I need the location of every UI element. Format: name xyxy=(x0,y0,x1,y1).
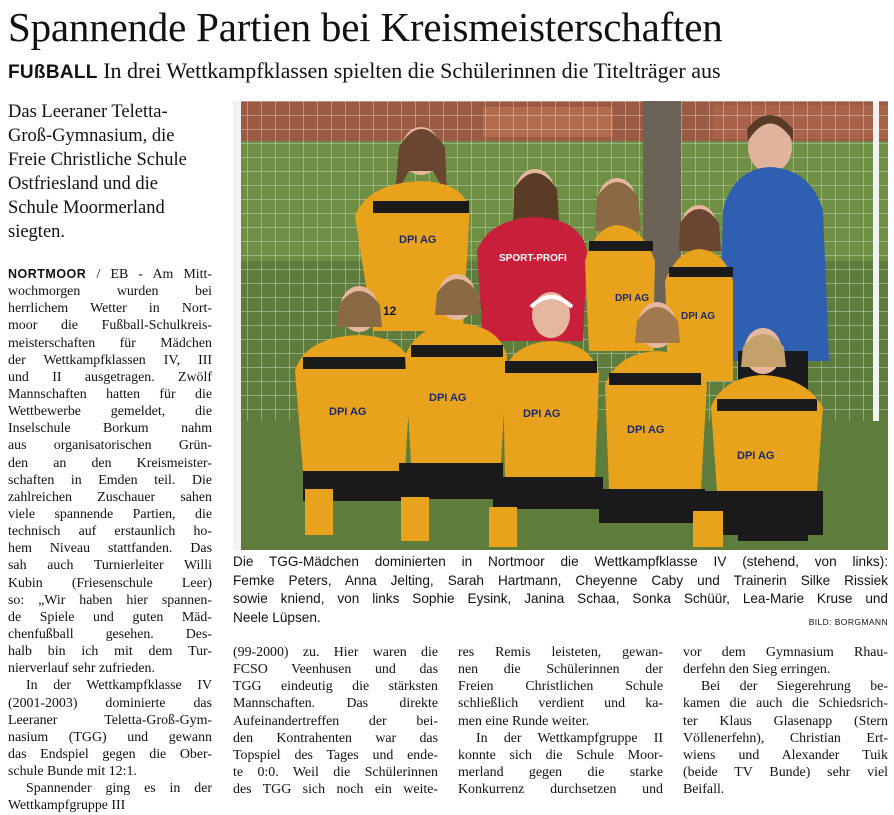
text-line: Mannschaften. Das direkte xyxy=(233,696,438,712)
sponsor-label: DPI AG xyxy=(737,450,775,462)
text-line: nen die Schülerinnen der xyxy=(458,662,663,678)
lead-line: Schule Moormerland xyxy=(8,198,165,218)
text-line: wochmorgen wurden bei xyxy=(8,284,212,300)
lead-line: Freie Christliche Schule xyxy=(8,150,187,170)
text-line: ter Klaus Glasenapp (Stern xyxy=(683,713,888,729)
text-line: sah auch Turnierleiter Willi xyxy=(8,558,212,574)
text-line: (2001-2003) dominierte das xyxy=(8,695,212,711)
text-line: Kubin (Friesenschule Leer) xyxy=(8,575,212,591)
text-line: den Kontrahenten war das xyxy=(233,730,438,746)
section-kicker: FUßBALL xyxy=(8,62,98,83)
text-line: Femke Peters, Anna Jelting, Sarah Hartmann, Cheyenne Caby und Trainerin Silke Rissiek xyxy=(233,572,888,588)
text-line: Spannender ging es in der xyxy=(26,781,212,797)
text-line: merland gegen die starke xyxy=(458,764,663,780)
text-line: schließlich verdient und ka- xyxy=(458,696,663,712)
text-line: meisterschaften für Mädchen xyxy=(8,335,212,351)
text-line: vor dem Gymnasium Rhau- xyxy=(683,645,888,660)
lead-line: Ostfriesland und die xyxy=(8,174,159,194)
text-line: res Remis leisteten, gewan- xyxy=(458,645,663,660)
lead-line: Das Leeraner Teletta- xyxy=(8,102,168,122)
text-line: schaften in Emden teil. Die xyxy=(8,472,212,488)
text-line: viele spannende Partien, die xyxy=(8,506,212,522)
text-line: das Endspiel gegen die Ober- xyxy=(8,746,212,762)
text-line: Wettbewerbe gemeldet, die xyxy=(8,404,212,420)
jersey-number: 12 xyxy=(383,304,397,318)
sponsor-label: DPI AG xyxy=(615,293,650,304)
article-headline: Spannende Partien bei Kreismeisterschaften xyxy=(8,4,723,50)
text-line: und II ausgetragen. Zwölf xyxy=(8,369,212,385)
text-line: aus organisatorischen Grün- xyxy=(8,438,212,454)
text-line: Neele Lüpsen. xyxy=(233,609,321,625)
article-column-2 xyxy=(233,644,438,798)
text-line: der Wettkampfklassen IV, III xyxy=(8,352,212,368)
sponsor-label: DPI AG xyxy=(681,311,716,322)
text-line: nierverlauf sehr zufrieden. xyxy=(8,661,155,677)
text-line: Aufeinandertreffen der bei- xyxy=(233,713,438,729)
article-column-4 xyxy=(683,644,888,798)
article-subheadline xyxy=(8,56,888,88)
text-line: Beifall. xyxy=(683,782,725,798)
text-line: halb bin ich mit dem Tur- xyxy=(8,644,212,660)
article-column-1 xyxy=(8,266,212,815)
text-line: Topspiel des Tages und ende- xyxy=(233,747,438,763)
team-photo xyxy=(233,101,888,550)
sponsor-label: DPI AG xyxy=(627,424,665,436)
text-line: Völlenerfehn), Christian Ert- xyxy=(683,730,888,746)
text-line: den an den Kreismeister- xyxy=(8,455,212,471)
text-line: zahlreichen Zuschauer sahen xyxy=(8,489,212,505)
text-line: Mannschaften hatten für die xyxy=(8,386,212,402)
goalkeeper-sponsor-label: SPORT-PROFI xyxy=(499,253,567,264)
text-line: sowie kniend, von links Sophie Eysink, Janina Schaa, Sonka Schüür, Lea-Marie Kruse und xyxy=(233,591,888,607)
text-line: Inselschule Borkum nahm xyxy=(8,421,212,437)
text-line: kamen die auch die Schiedsrich- xyxy=(683,696,888,712)
text-line: Konkurrenz durchsetzen und xyxy=(458,782,663,798)
text-line: te 0:0. Weil die Schülerinnen xyxy=(233,764,438,780)
sponsor-label: DPI AG xyxy=(399,234,437,246)
sponsor-label: DPI AG xyxy=(429,392,467,404)
text-line: schule Bunde mit 12:1. xyxy=(8,764,137,780)
sponsor-label: DPI AG xyxy=(329,406,367,418)
text-line: men eine Runde weiter. xyxy=(458,713,590,729)
text-line: TGG eindeutig die stärksten xyxy=(233,679,438,695)
text-line: herrlichem Wetter in Nort- xyxy=(8,301,212,317)
text-line: / EB - Am Mitt- xyxy=(96,267,212,282)
article-column-3 xyxy=(458,644,663,798)
text-line: Freien Christlichen Schule xyxy=(458,679,663,695)
lead-line: Groß-Gymnasium, die xyxy=(8,126,175,146)
text-line: nasium (TGG) und gewann xyxy=(8,729,212,745)
text-line: Wettkampfgruppe III xyxy=(8,798,126,814)
photo-credit: BILD: BORGMANN xyxy=(808,617,888,627)
photo-caption xyxy=(233,553,888,627)
lead-line: siegten. xyxy=(8,222,66,242)
text-line: Bei der Siegerehrung be- xyxy=(701,679,888,695)
text-line: (99-2000) zu. Hier waren die xyxy=(233,645,438,660)
text-line: moor die Fußball-Schulkreis- xyxy=(8,318,212,334)
text-line: derfehn den Sieg erringen. xyxy=(683,662,831,678)
text-line: Leeraner Teletta-Groß-Gym- xyxy=(8,712,212,728)
sponsor-label: DPI AG xyxy=(523,408,561,420)
text-line: de Spiele und guten Mäd- xyxy=(8,609,212,625)
text-line xyxy=(8,266,212,283)
dateline: NORTMOOR xyxy=(8,267,87,281)
text-line: des TGG sich noch ein weite- xyxy=(233,782,438,798)
text-line: FCSO Veenhusen und das xyxy=(233,662,438,678)
team-photo-illustration xyxy=(233,101,888,550)
text-line: hem Niveau stattfanden. Das xyxy=(8,541,212,557)
text-line: so: „Wir haben hier spannen- xyxy=(8,592,212,608)
text-line: wiens und Alexander Tuik xyxy=(683,747,888,763)
text-line: technisch auf erstaunlich ho- xyxy=(8,524,212,540)
subheadline-text: In drei Wettkampfklassen spielten die Schülerinnen die Titelträger aus xyxy=(103,58,721,83)
text-line: konnte sich die Schule Moor- xyxy=(458,747,663,763)
text-line: (beide TV Bunde) sehr viel xyxy=(683,764,888,780)
article-lead xyxy=(8,100,218,244)
text-line: In der Wettkampfklasse IV xyxy=(26,678,212,694)
text-line: In der Wettkampfgruppe II xyxy=(476,730,663,746)
text-line: chenfußball gesehen. Des- xyxy=(8,626,212,642)
text-line: Die TGG-Mädchen dominierten in Nortmoor die Wettkampfklasse IV (stehend, von links): xyxy=(233,554,888,569)
